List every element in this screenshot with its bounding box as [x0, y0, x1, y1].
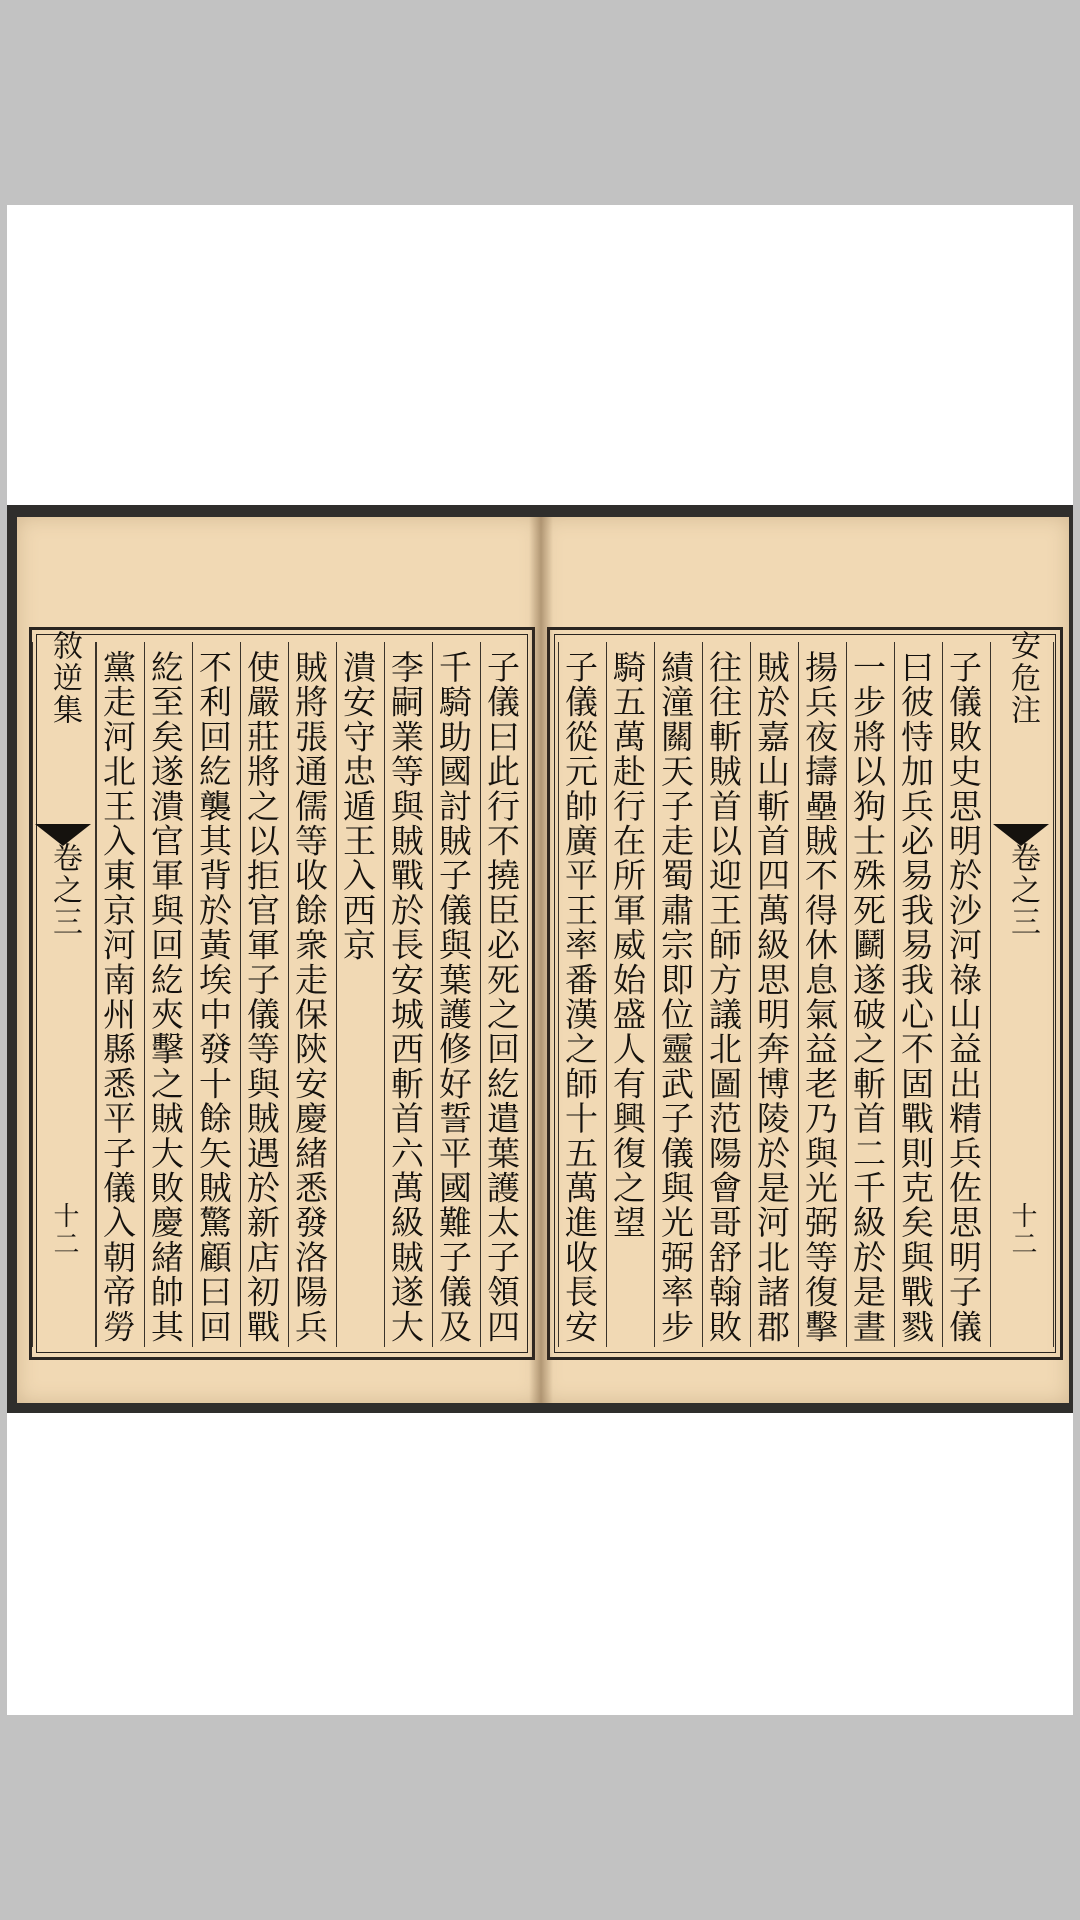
- column-text: 賊將張通儒等收餘衆走保陝安慶緒悉發洛陽兵: [290, 650, 329, 1344]
- column-text: 千騎助國討賊子儀與葉護修好誓平國難子儀及: [434, 650, 473, 1344]
- column-text: 騎五萬赴行在所軍威始盛人有興復之望: [608, 650, 647, 1240]
- text-column: [480, 642, 521, 1347]
- column-text: 賊於嘉山斬首四萬級思明奔博陵於是河北諸郡: [752, 650, 791, 1344]
- text-column: [288, 642, 329, 1347]
- text-column: [558, 642, 599, 1347]
- column-text: 不利回紇襲其背於黃埃中發十餘矢賊驚顧曰回: [194, 650, 233, 1344]
- column-text: 紇至矣遂潰官軍與回紇夾擊之賊大敗慶緒帥其: [146, 650, 185, 1344]
- text-column: [192, 642, 233, 1347]
- column-text: 子儀敗史思明於沙河祿山益出精兵佐思明子儀: [944, 650, 983, 1344]
- bottom-gray-band: [0, 1715, 1080, 1920]
- text-column: [240, 642, 281, 1347]
- column-text: 子儀曰此行不撓臣必死之回紇遣葉護太子領四: [482, 650, 521, 1344]
- text-column: [384, 642, 425, 1347]
- right-page-frame: [547, 627, 1063, 1360]
- text-column: [144, 642, 185, 1347]
- text-column: [750, 642, 791, 1347]
- text-column: [798, 642, 839, 1347]
- text-column: [336, 642, 377, 1347]
- column-text: 子儀從元帥廣平王率番漢之師十五萬進收長安: [560, 650, 599, 1344]
- column-text: 揚兵夜擣壘賊不得休息氣益老乃與光弼等復擊: [800, 650, 839, 1344]
- right-banxin: [990, 630, 1054, 1347]
- left-banxin: [32, 630, 96, 1347]
- column-text: 往往斬賊首以迎王師方議北圖范陽會哥舒翰敗: [704, 650, 743, 1344]
- text-column: [846, 642, 887, 1347]
- book-scan: [7, 505, 1073, 1413]
- banxin-page-number: 十二: [49, 1202, 79, 1258]
- banxin-juan: 卷之三: [47, 842, 82, 938]
- column-text: 潰安守忠遁王入西京: [338, 650, 377, 963]
- right-page: [541, 517, 1069, 1403]
- top-gray-band: [0, 0, 1080, 205]
- text-column: [432, 642, 473, 1347]
- book-gutter: [529, 517, 553, 1403]
- left-page-frame: [29, 627, 535, 1360]
- banxin-juan: 卷之三: [1005, 842, 1040, 938]
- column-text: 一步將以狗士殊死鬬遂破之斬首二千級於是晝: [848, 650, 887, 1344]
- column-text: 績潼關天子走蜀肅宗即位靈武子儀與光弼率步: [656, 650, 695, 1344]
- text-column: [654, 642, 695, 1347]
- column-text: 李嗣業等與賊戰於長安城西斬首六萬級賊遂大: [386, 650, 425, 1344]
- left-page: [17, 517, 541, 1403]
- text-column: [606, 642, 647, 1347]
- banxin-title: 安危注: [1005, 630, 1040, 726]
- text-column: [96, 642, 137, 1347]
- banxin-page-number: 十二: [1007, 1202, 1037, 1258]
- column-text: 使嚴莊將之以拒官軍子儀等與賊遇於新店初戰: [242, 650, 281, 1344]
- text-column: [942, 642, 983, 1347]
- column-text: 曰彼恃加兵必易我易我心不固戰則克矣與戰戮: [896, 650, 935, 1344]
- text-column: [894, 642, 935, 1347]
- text-column: [702, 642, 743, 1347]
- banxin-title: 敘逆集: [47, 630, 82, 726]
- column-text: 黨走河北王入東京河南州縣悉平子儀入朝帝勞: [98, 650, 137, 1344]
